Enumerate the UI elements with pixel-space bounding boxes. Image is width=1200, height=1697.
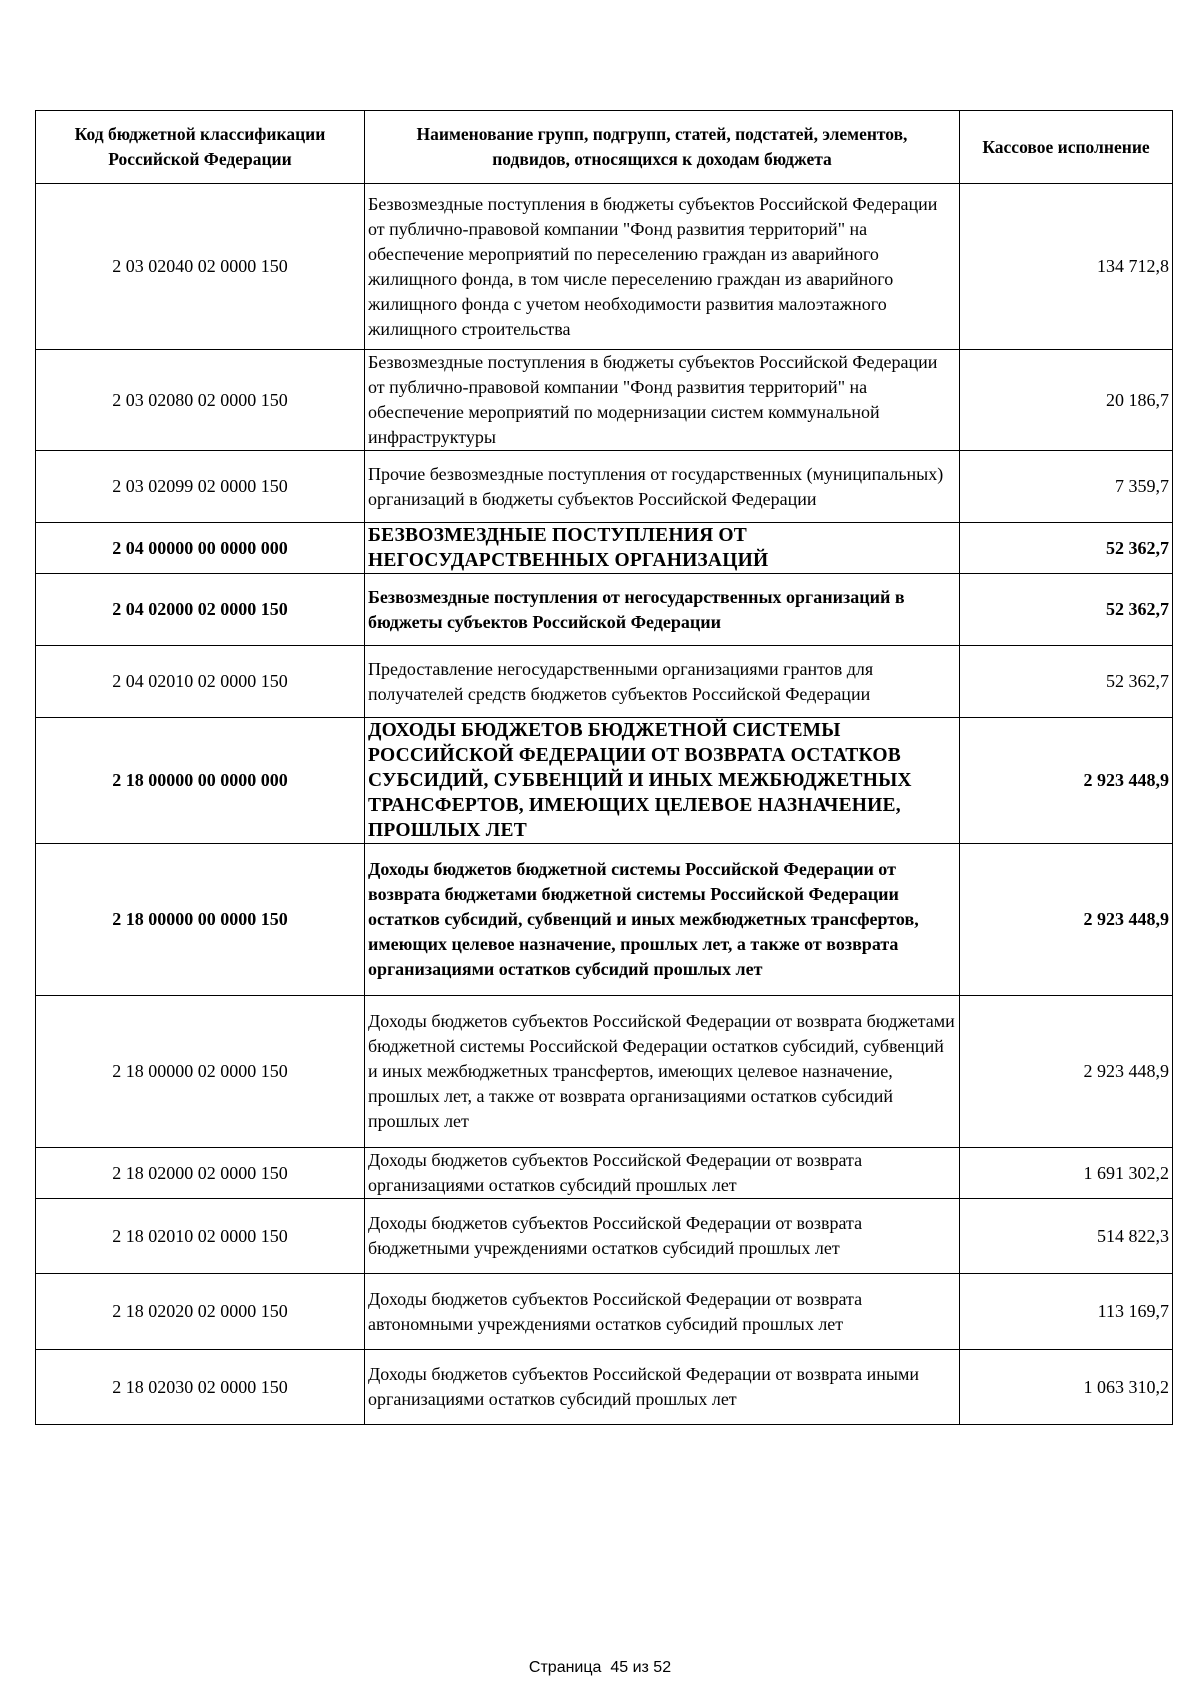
row-amount: 2 923 448,9	[960, 718, 1173, 844]
page-footer	[0, 1658, 1200, 1678]
row-amount: 52 362,7	[960, 523, 1173, 574]
header-code: Код бюджетной классификации Российской Федерации	[36, 111, 365, 184]
row-code: 2 03 02040 02 0000 150	[36, 184, 365, 350]
row-name: Доходы бюджетов субъектов Российской Федерации от возврата иными организациями остатков субсидий прошлых лет	[365, 1350, 960, 1425]
row-code: 2 18 00000 00 0000 000	[36, 718, 365, 844]
header-row	[36, 111, 1173, 184]
row-code: 2 18 02030 02 0000 150	[36, 1350, 365, 1425]
row-code: 2 18 02010 02 0000 150	[36, 1199, 365, 1274]
row-name: Безвозмездные поступления в бюджеты субъектов Российской Федерации от публично-правовой компании "Фонд развития территорий" на обеспечение мероприятий по переселению граждан из аварийного жилищного фонда, в том числе переселению граждан из аварийного жилищного фонда с учетом необходимости развития малоэтажного жилищного строительства	[365, 184, 960, 350]
row-amount: 113 169,7	[960, 1274, 1173, 1350]
table-row	[36, 996, 1173, 1148]
row-name: ДОХОДЫ БЮДЖЕТОВ БЮДЖЕТНОЙ СИСТЕМЫ РОССИЙСКОЙ ФЕДЕРАЦИИ ОТ ВОЗВРАТА ОСТАТКОВ СУБСИДИЙ, СУБВЕНЦИЙ И ИНЫХ МЕЖБЮДЖЕТНЫХ ТРАНСФЕРТОВ, ИМЕЮЩИХ ЦЕЛЕВОЕ НАЗНАЧЕНИЕ, ПРОШЛЫХ ЛЕТ	[365, 718, 960, 844]
row-amount: 514 822,3	[960, 1199, 1173, 1274]
table-row	[36, 1199, 1173, 1274]
row-name: Безвозмездные поступления от негосударственных организаций в бюджеты субъектов Российской Федерации	[365, 574, 960, 646]
table-row	[36, 646, 1173, 718]
table-row	[36, 350, 1173, 451]
table-row	[36, 1350, 1173, 1425]
budget-revenue-table	[35, 110, 1173, 1425]
row-amount: 134 712,8	[960, 184, 1173, 350]
row-code: 2 04 00000 00 0000 000	[36, 523, 365, 574]
row-code: 2 04 02000 02 0000 150	[36, 574, 365, 646]
table-row	[36, 718, 1173, 844]
row-amount: 1 691 302,2	[960, 1148, 1173, 1199]
row-name: Предоставление негосударственными организациями грантов для получателей средств бюджетов субъектов Российской Федерации	[365, 646, 960, 718]
total-pages-number: 52	[653, 1659, 672, 1676]
row-code: 2 04 02010 02 0000 150	[36, 646, 365, 718]
row-name: Доходы бюджетов субъектов Российской Федерации от возврата организациями остатков субсидий прошлых лет	[365, 1148, 960, 1199]
table-row	[36, 1274, 1173, 1350]
table-row	[36, 523, 1173, 574]
row-code: 2 03 02099 02 0000 150	[36, 451, 365, 523]
row-code: 2 18 02000 02 0000 150	[36, 1148, 365, 1199]
page-label: Страница	[528, 1659, 602, 1676]
of-label: из	[632, 1659, 649, 1676]
row-name: Доходы бюджетов бюджетной системы Российской Федерации от возврата бюджетами бюджетной системы Российской Федерации остатков субсидий, субвенций и иных межбюджетных трансфертов, имеющих целевое назначение, прошлых лет, а также от возврата организациями остатков субсидий прошлых лет	[365, 844, 960, 996]
row-name: Доходы бюджетов субъектов Российской Федерации от возврата бюджетными учреждениями остатков субсидий прошлых лет	[365, 1199, 960, 1274]
table-row	[36, 574, 1173, 646]
row-code: 2 18 02020 02 0000 150	[36, 1274, 365, 1350]
row-name: БЕЗВОЗМЕЗДНЫЕ ПОСТУПЛЕНИЯ ОТ НЕГОСУДАРСТВЕННЫХ ОРГАНИЗАЦИЙ	[365, 523, 960, 574]
row-amount: 52 362,7	[960, 646, 1173, 718]
row-amount: 20 186,7	[960, 350, 1173, 451]
row-code: 2 18 00000 00 0000 150	[36, 844, 365, 996]
row-name: Безвозмездные поступления в бюджеты субъектов Российской Федерации от публично-правовой компании "Фонд развития территорий" на обеспечение мероприятий по модернизации систем коммунальной инфраструктуры	[365, 350, 960, 451]
table-row	[36, 1148, 1173, 1199]
row-amount: 52 362,7	[960, 574, 1173, 646]
header-amount: Кассовое исполнение	[960, 111, 1173, 184]
row-code: 2 03 02080 02 0000 150	[36, 350, 365, 451]
header-name: Наименование групп, подгрупп, статей, подстатей, элементов, подвидов, относящихся к доходам бюджета	[365, 111, 960, 184]
row-amount: 2 923 448,9	[960, 844, 1173, 996]
row-name: Доходы бюджетов субъектов Российской Федерации от возврата бюджетами бюджетной системы Российской Федерации остатков субсидий, субвенций и иных межбюджетных трансфертов, имеющих целевое назначение, прошлых лет, а также от возврата организациями остатков субсидий прошлых лет	[365, 996, 960, 1148]
table-row	[36, 184, 1173, 350]
row-code: 2 18 00000 02 0000 150	[36, 996, 365, 1148]
table-row	[36, 451, 1173, 523]
table-header	[36, 111, 1173, 184]
row-amount: 1 063 310,2	[960, 1350, 1173, 1425]
row-amount: 7 359,7	[960, 451, 1173, 523]
current-page-number: 45	[610, 1659, 629, 1676]
table-row	[36, 844, 1173, 996]
row-amount: 2 923 448,9	[960, 996, 1173, 1148]
row-name: Прочие безвозмездные поступления от государственных (муниципальных) организаций в бюджеты субъектов Российской Федерации	[365, 451, 960, 523]
table-body	[36, 184, 1173, 1425]
row-name: Доходы бюджетов субъектов Российской Федерации от возврата автономными учреждениями остатков субсидий прошлых лет	[365, 1274, 960, 1350]
